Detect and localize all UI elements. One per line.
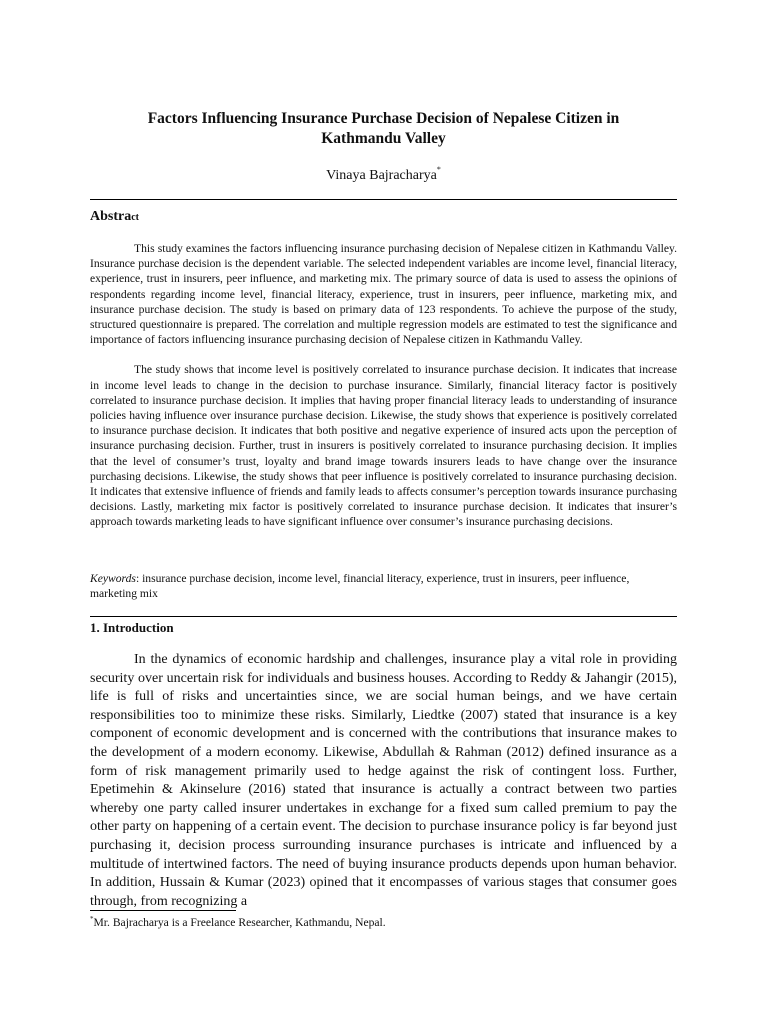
abstract-heading-main: Abstra — [90, 209, 132, 224]
abstract-heading — [90, 208, 139, 227]
introduction-body — [90, 651, 677, 911]
footnote — [90, 915, 677, 930]
abstract-paragraph-2: The study shows that income level is positively correlated to insurance purchase decision. It indicates that increase in income level leads to change in the decision to purchase insurance. Similarly, financial literacy factor is positively correlated to insurance purchase decision. It implies that having proper financial literacy leads to understanding of insurance policies having influence over insurance purchase decision. Likewise, the study shows that experience is positively correlated to insurance purchase decision. It indicates that both positive and negative experience of insured acts upon the perception of insurance purchasing decision. Further, trust in insurers is positively correlated to insurance purchasing decision. It implies that the level of consumer’s trust, loyalty and brand image towards insurers leads to have change over the insurance purchasing decisions. Likewise, the study shows that peer influence is positively correlated to insurance purchasing decision. It indicates that extensive influence of friends and family leads to affects consumer’s perception towards insurance purchasing decisions. Lastly, marketing mix factor is positively correlated to insurance purchase decision. It indicates that insurer’s approach towards marketing leads to have significant influence over consumer’s insurance purchasing decisions. — [90, 363, 677, 529]
paper-page — [90, 0, 677, 1024]
keywords-label: Keywords — [90, 572, 136, 585]
footnote-divider — [90, 910, 236, 911]
keywords — [90, 571, 677, 601]
keywords-text: : insurance purchase decision, income level, financial literacy, experience, trust in insurers, peer influence, marketing mix — [90, 572, 630, 601]
abstract-paragraph-1: This study examines the factors influencing insurance purchasing decision of Nepalese citizen in Kathmandu Valley. Insurance purchase decision is the dependent variable. The selected independent variables are income level, financial literacy, experience, trust in insurers, peer influence, and marketing mix. The primary source of data is used to assess the opinions of respondents regarding income level, financial literacy, experience, trust in insurers, peer influence, marketing mix, and insurance purchase decision. The study is based on primary data of 123 respondents. To achieve the purpose of the study, structured questionnaire is prepared. The correlation and multiple regression models are estimated to test the significance and importance of factors influencing insurance purchasing decision of Nepalese citizen in Kathmandu Valley. — [90, 242, 677, 347]
author-name: Vinaya Bajracharya — [326, 168, 437, 183]
introduction-heading: 1. Introduction — [90, 620, 174, 635]
abstract-divider — [90, 616, 677, 617]
footnote-text: Mr. Bajracharya is a Freelance Researcher, Kathmandu, Nepal. — [93, 916, 386, 929]
author-line — [90, 167, 677, 185]
introduction-paragraph-1: In the dynamics of economic hardship and challenges, insurance play a vital role in providing security over uncertain risk for individuals and business houses. According to Reddy & Jahangir (2015), life is full of risks and uncertainties since, we are social human beings, and we have certain responsibilities too to minimize these risks. Similarly, Liedtke (2007) stated that insurance is a key component of economic development and is concerned with the contributions that insurance makes to the development of a modern economy. Likewise, Abdullah & Rahman (2012) defined insurance as a form of risk management primarily used to hedge against the risk of contingent loss. Further, Epetimehin & Akinselure (2016) stated that insurance is actually a contract between two parties whereby one party called insurer undertakes in exchange for a fixed sum called premium to pay the other party on happening of a certain event. The decision to purchase insurance policy is far beyond just purchasing it, decision process surrounding insurance purchases is intricate and influenced by a multitude of intertwined factors. The need of buying insurance products depends upon human behavior. In addition, Hussain & Kumar (2023) opined that it encompasses of various stages that consumer goes through, from recognizing a — [90, 652, 677, 909]
header-divider — [90, 199, 677, 200]
abstract-heading-tail: ct — [131, 212, 140, 223]
author-footnote-mark: * — [436, 165, 441, 174]
footnote-mark: * — [90, 915, 94, 923]
paper-title-line-1: Factors Influencing Insurance Purchase Decision of Nepalese Citizen in — [147, 110, 620, 127]
paper-title-line-2: Kathmandu Valley — [321, 130, 446, 147]
paper-title — [90, 109, 677, 149]
abstract-body — [90, 241, 677, 530]
